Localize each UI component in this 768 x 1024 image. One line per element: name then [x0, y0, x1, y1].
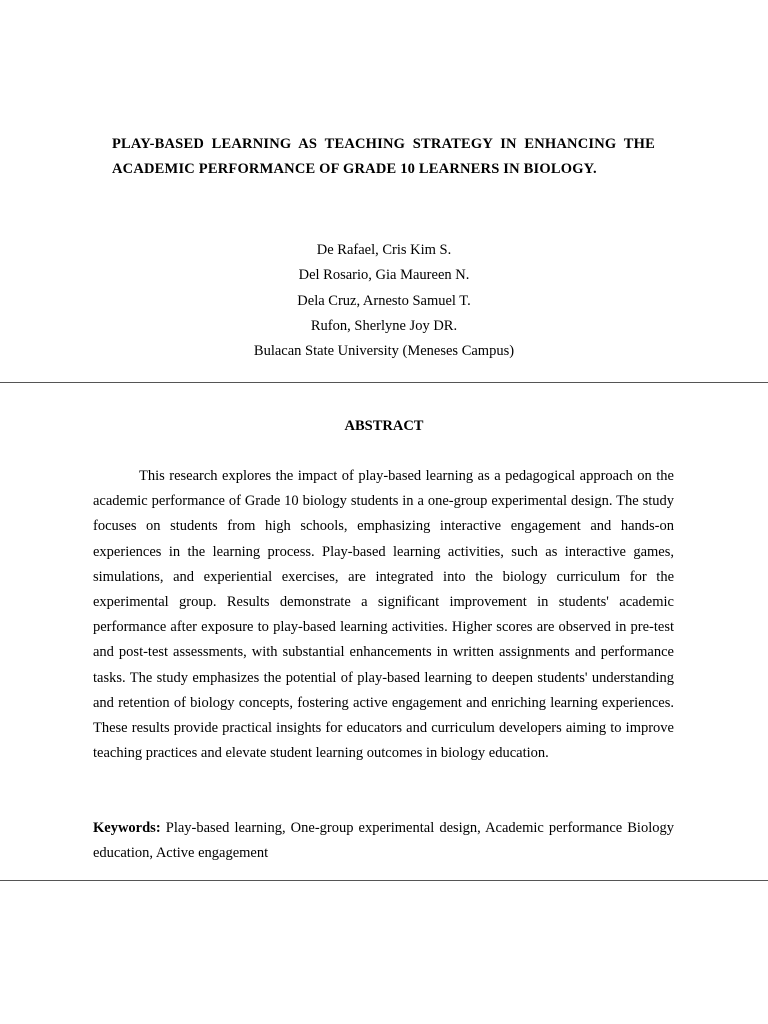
author-list [0, 238, 768, 364]
author-name: Dela Cruz, Arnesto Samuel T. [297, 292, 471, 309]
paper-title: PLAY-BASED LEARNING AS TEACHING STRATEGY IN ENHANCING THE ACADEMIC PERFORMANCE OF GRADE 10 LEARNERS IN BIOLOGY. [112, 136, 655, 177]
keywords-text: Play-based learning, One-group experimental design, Academic performance Biology education, Active engagement [93, 820, 674, 862]
abstract-heading: ABSTRACT [344, 418, 424, 434]
author-name: Del Rosario, Gia Maureen N. [298, 267, 470, 284]
bottom-divider [0, 880, 768, 881]
abstract-body: This research explores the impact of play-based learning as a pedagogical approach on the academic performance of Grade 10 biology students in a one-group experimental design. The study focuses on students from high schools, emphasizing interactive engagement and hands-on experiences in the learning process. Play-based learning activities, such as interactive games, simulations, and experiential exercises, are integrated into the biology curriculum for the experimental group. Results demonstrate a significant improvement in students' academic performance after exposure to play-based learning activities. Higher scores are observed in pre-test and post-test assessments, with substantial enhancements in written assignments and performance tasks. The study emphasizes the potential of play-based learning to deepen students' understanding and retention of biology concepts, fostering active engagement and enriching learning experiences. These results provide practical insights for educators and curriculum developers aiming to improve teaching practices and elevate student learning outcomes in biology education. [93, 468, 674, 762]
author-affiliation: Bulacan State University (Meneses Campus) [253, 343, 515, 360]
author-name: De Rafael, Cris Kim S. [316, 242, 452, 258]
author-name: Rufon, Sherlyne Joy DR. [310, 317, 458, 334]
keywords-paragraph [93, 816, 674, 866]
top-divider [0, 382, 768, 383]
keywords-label: Keywords: [93, 820, 161, 836]
